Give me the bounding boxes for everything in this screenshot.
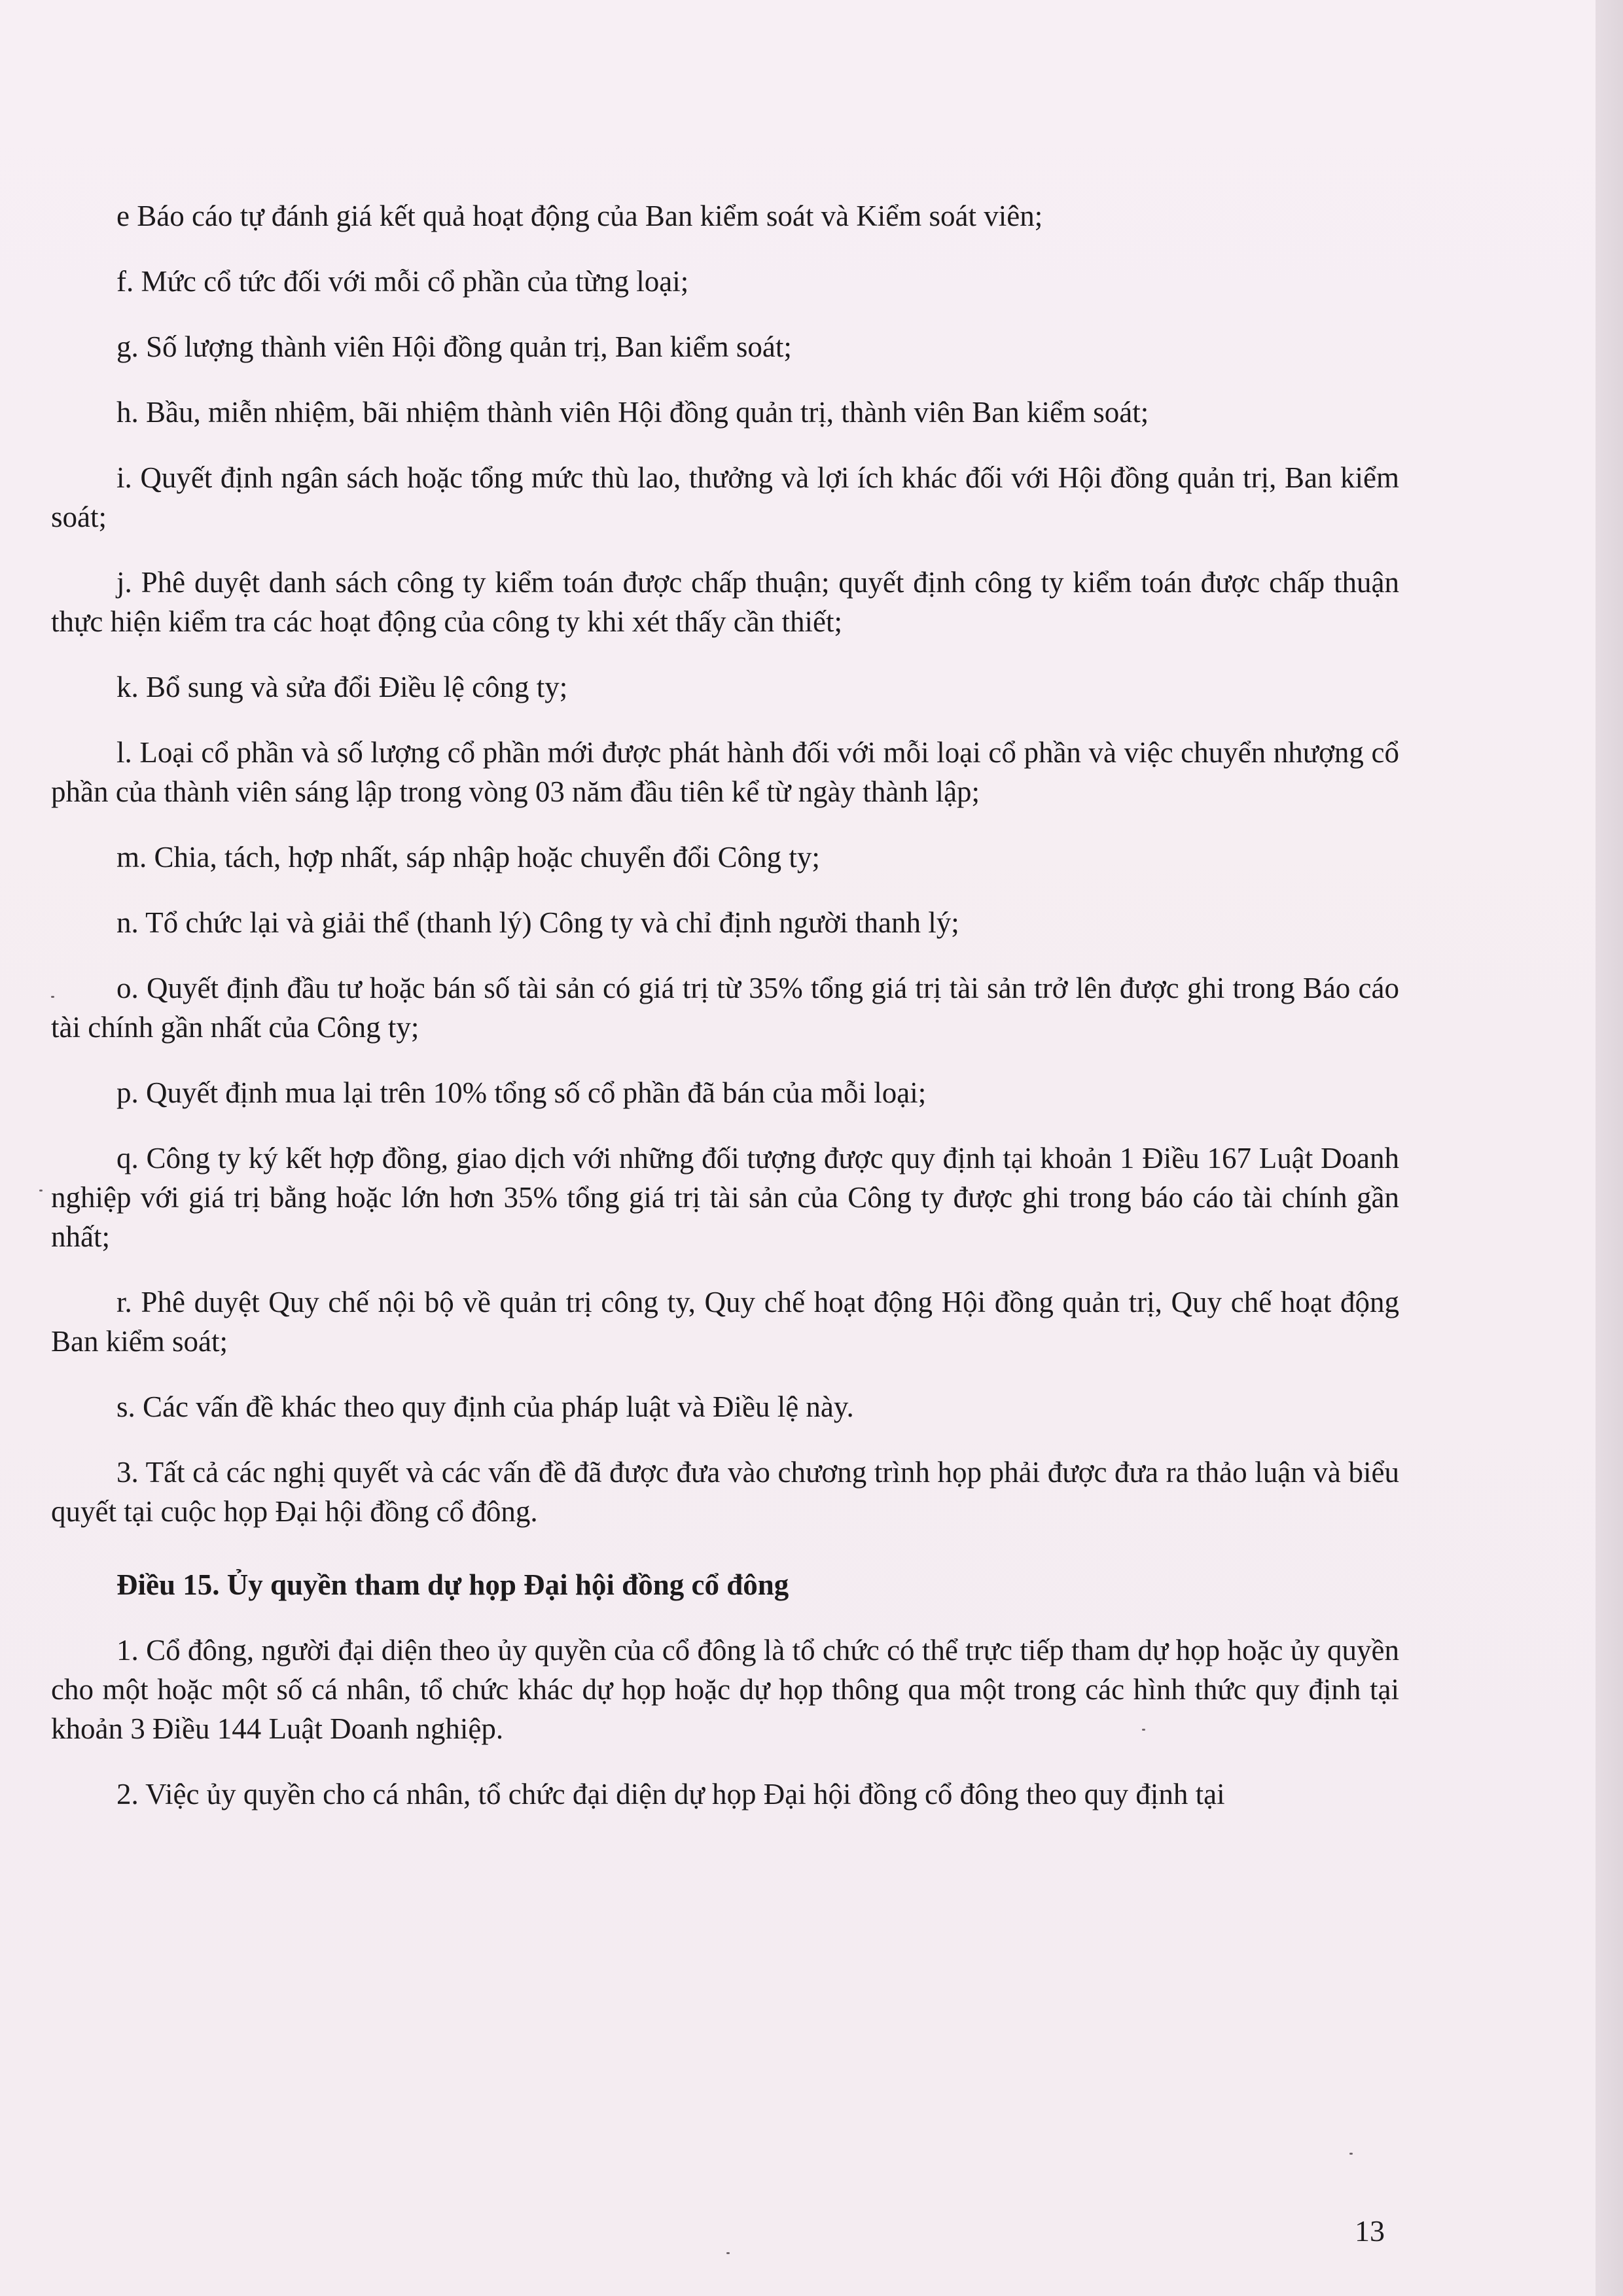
clause-j: j. Phê duyệt danh sách công ty kiểm toán được chấp thuận; quyết định công ty kiểm toán được chấp thuận thực hiện kiểm tra các hoạt động của công ty khi xét thấy cần thiết; [51,566,1399,638]
scan-speck [39,1190,43,1192]
scan-speck [1142,1729,1145,1731]
scan-speck [1349,2153,1353,2155]
clause-n: n. Tổ chức lại và giải thể (thanh lý) Công ty và chỉ định người thanh lý; [116,906,959,939]
article-15-clause-2: 2. Việc ủy quyền cho cá nhân, tổ chức đại diện dự họp Đại hội đồng cổ đông theo quy định tại [116,1778,1225,1810]
article-15-heading: Điều 15. Ủy quyền tham dự họp Đại hội đồng cổ đông [116,1568,789,1601]
clause-f: f. Mức cổ tức đối với mỗi cổ phần của từng loại; [116,265,689,298]
scan-speck [726,2252,730,2254]
clause-g: g. Số lượng thành viên Hội đồng quản trị, Ban kiểm soát; [116,330,792,363]
document-body [51,196,1399,1840]
clause-i: i. Quyết định ngân sách hoặc tổng mức thù lao, thưởng và lợi ích khác đối với Hội đồng quản trị, Ban kiểm soát; [51,461,1399,533]
clause-q: q. Công ty ký kết hợp đồng, giao dịch với những đối tượng được quy định tại khoản 1 Điều 167 Luật Doanh nghiệp với giá trị bằng hoặc lớn hơn 35% tổng giá trị tài sản của Công ty được ghi trong báo cáo tài chính gần nhất; [51,1142,1399,1253]
clause-r: r. Phê duyệt Quy chế nội bộ về quản trị công ty, Quy chế hoạt động Hội đồng quản trị, Quy chế hoạt động Ban kiểm soát; [51,1286,1399,1358]
clause-h: h. Bầu, miễn nhiệm, bãi nhiệm thành viên Hội đồng quản trị, thành viên Ban kiểm soát; [116,396,1149,429]
clause-k: k. Bổ sung và sửa đổi Điều lệ công ty; [116,671,568,703]
clause-l: l. Loại cổ phần và số lượng cổ phần mới được phát hành đối với mỗi loại cổ phần và việc chuyển nhượng cổ phần của thành viên sáng lập trong vòng 03 năm đầu tiên kể từ ngày thành lập; [51,736,1399,808]
scan-speck [51,996,54,998]
clause-e: e Báo cáo tự đánh giá kết quả hoạt động của Ban kiểm soát và Kiểm soát viên; [116,200,1043,232]
clause-3: 3. Tất cả các nghị quyết và các vấn đề đã được đưa vào chương trình họp phải được đưa ra thảo luận và biểu quyết tại cuộc họp Đại hội đồng cổ đông. [51,1456,1399,1528]
clause-s: s. Các vấn đề khác theo quy định của pháp luật và Điều lệ này. [116,1390,854,1423]
page-number: 13 [1355,2214,1385,2248]
clause-o: o. Quyết định đầu tư hoặc bán số tài sản có giá trị từ 35% tổng giá trị tài sản trở lên được ghi trong Báo cáo tài chính gần nhất của Công ty; [51,972,1399,1044]
page-edge-shadow [1596,0,1623,2296]
clause-p: p. Quyết định mua lại trên 10% tổng số cổ phần đã bán của mỗi loại; [116,1076,927,1109]
article-15-clause-1: 1. Cổ đông, người đại diện theo ủy quyền của cổ đông là tổ chức có thể trực tiếp tham dự họp hoặc ủy quyền cho một hoặc một số cá nhân, tổ chức khác dự họp hoặc dự họp thông qua một trong các hình thức quy định tại khoản 3 Điều 144 Luật Doanh nghiệp. [51,1634,1399,1745]
clause-m: m. Chia, tách, hợp nhất, sáp nhập hoặc chuyển đổi Công ty; [116,841,820,874]
